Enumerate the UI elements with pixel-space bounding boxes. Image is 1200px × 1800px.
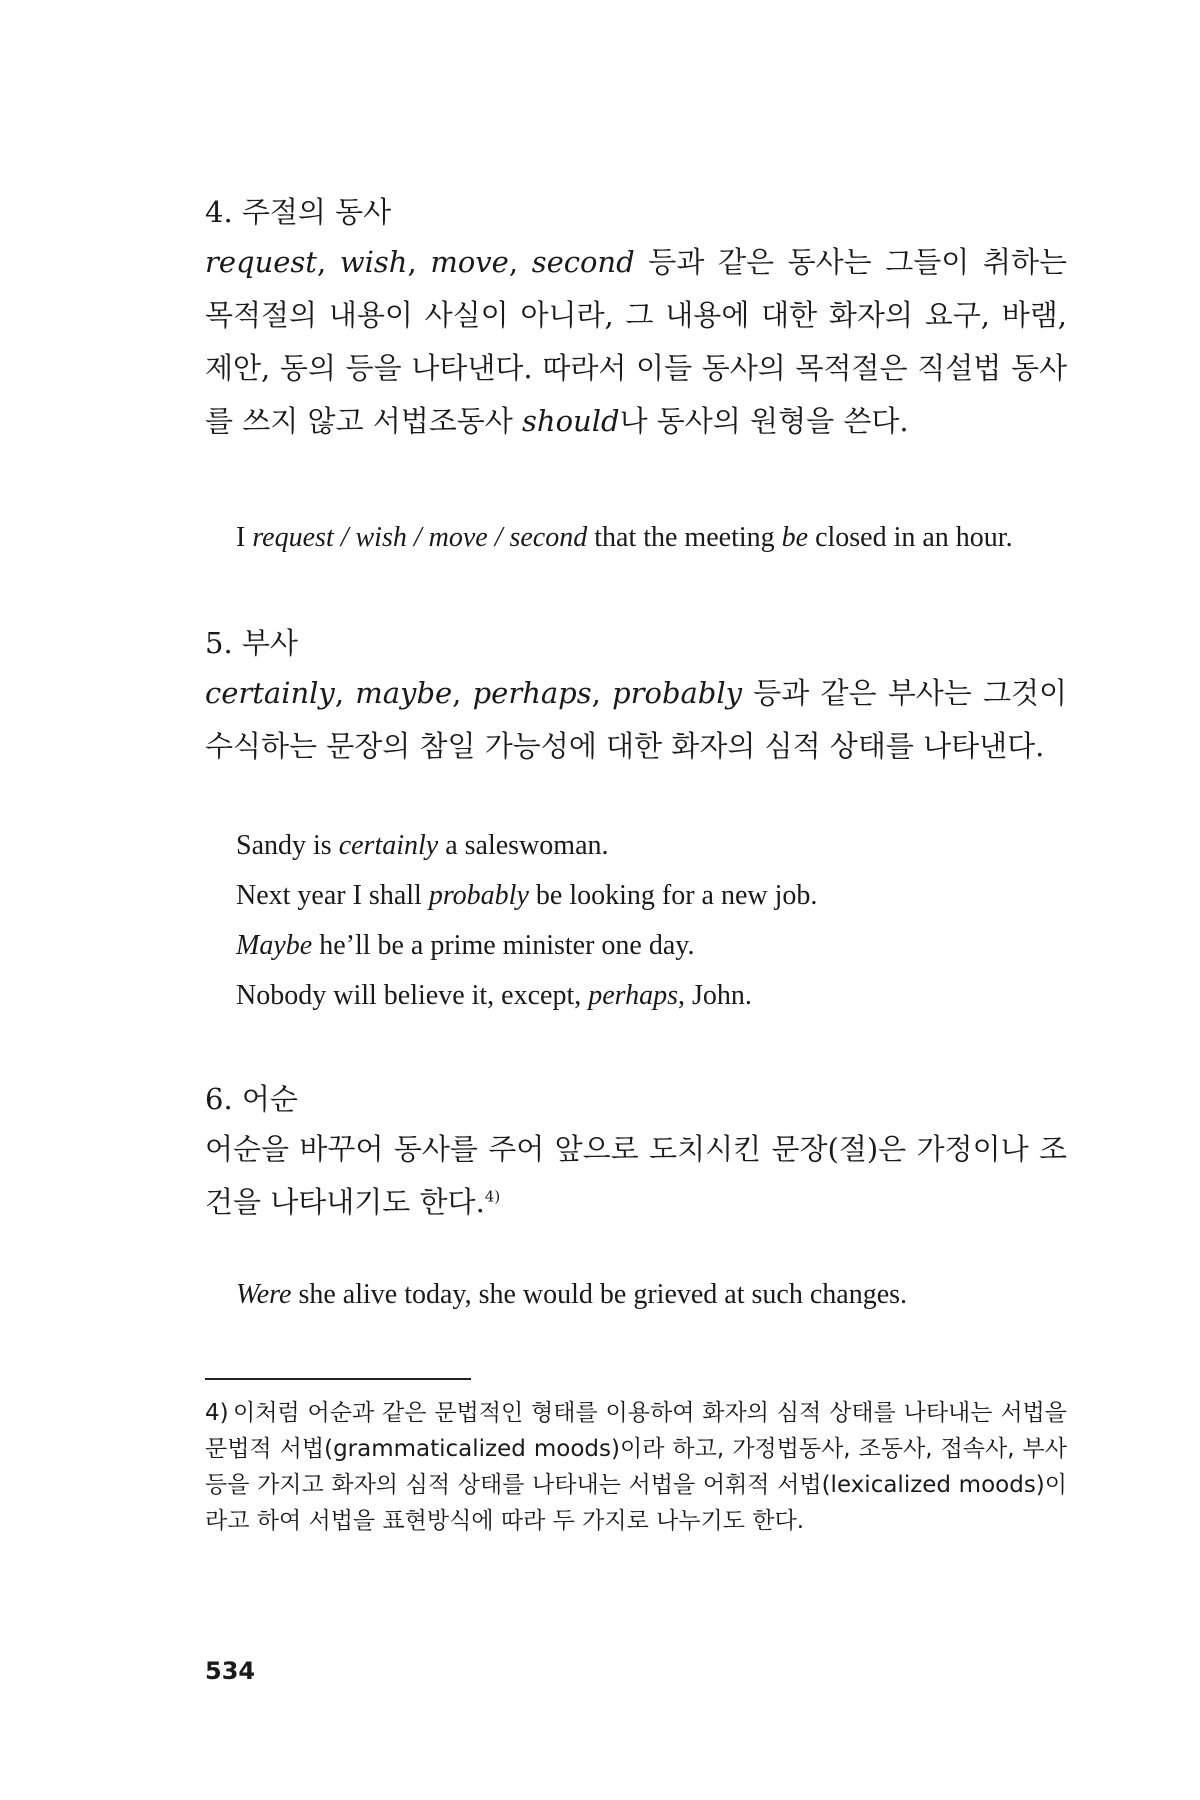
text-run: 나 동사의 원형을 쓴다. <box>619 404 909 438</box>
section-heading: 4. 주절의 동사 <box>205 195 392 229</box>
italic-term: Maybe <box>236 930 313 961</box>
example-sentence <box>236 978 752 1014</box>
example-sentence <box>236 878 817 914</box>
italic-term: request <box>205 245 317 279</box>
text-run: I <box>236 522 253 553</box>
text-run: she alive today, she would be grieved at such changes. <box>291 1279 908 1310</box>
text-run: 어순을 바꾸어 동사를 주어 앞으로 도치시킨 문장(절)은 가정이나 조건을 나타내기도 한다. <box>205 1132 1067 1219</box>
text-run: that the meeting <box>587 522 782 553</box>
section-heading: 5. 부사 <box>205 626 298 660</box>
italic-term: second <box>531 245 635 279</box>
italic-term: certainly <box>338 830 439 861</box>
section-heading: 6. 어순 <box>205 1082 298 1116</box>
italic-term: should <box>522 404 620 438</box>
italic-term: request / wish / move / second <box>252 522 588 553</box>
footnote <box>205 1395 1067 1539</box>
text-run: be looking for a new job. <box>528 880 818 911</box>
text-run: , <box>334 676 356 710</box>
footnote-number: 4) <box>205 1400 229 1426</box>
example-sentence <box>236 520 1013 556</box>
section-body <box>205 236 1067 448</box>
italic-term: probably <box>428 880 529 911</box>
text-run: , <box>591 676 613 710</box>
section-body <box>205 1123 1067 1229</box>
page-number: 534 <box>205 1657 256 1685</box>
footnote-text: 이처럼 어순과 같은 문법적인 형태를 이용하여 화자의 심적 상태를 나타내는 서법을 문법적 서법(grammaticalized moods)이라 하고, 가정법동사, 조동사, 접속사, 부사 등을 가지고 화자의 심적 상태를 나타내는 서법을 어휘적 서법(lexicalized moods)이라고 하여 서법을 표현방식에 따라 두 가지로 나누기도 한다. <box>205 1400 1067 1534</box>
italic-term: perhaps <box>588 980 678 1011</box>
italic-term: probably <box>612 676 743 710</box>
footnote-ref: 4) <box>484 1187 501 1206</box>
italic-term: perhaps <box>472 676 592 710</box>
italic-term: certainly <box>205 676 335 710</box>
italic-term: move <box>430 245 509 279</box>
example-sentence <box>236 828 609 864</box>
text-run: Nobody will believe it, except, <box>236 980 589 1011</box>
text-run: Next year I shall <box>236 880 429 911</box>
italic-term: maybe <box>355 676 453 710</box>
example-sentence <box>236 928 694 964</box>
text-run: he’ll be a prime minister one day. <box>312 930 695 961</box>
italic-term: Were <box>236 1279 292 1310</box>
footnote-divider <box>205 1378 471 1380</box>
text-run: Sandy is <box>236 830 339 861</box>
text-run: 등과 같은 부사는 그것이 수식하는 문장의 참일 가능성에 대한 화자의 심적 상태를 나타낸다. <box>205 676 1068 763</box>
italic-term: be <box>781 522 809 553</box>
text-run: , <box>407 245 431 279</box>
text-run: , <box>508 245 532 279</box>
text-run: closed in an hour. <box>808 522 1013 553</box>
text-run: , <box>316 245 340 279</box>
text-run: , John. <box>677 980 752 1011</box>
example-sentence <box>236 1277 907 1313</box>
text-run: , <box>452 676 473 710</box>
italic-term: wish <box>339 245 408 279</box>
section-body <box>205 667 1067 773</box>
text-run: a saleswoman. <box>438 830 609 861</box>
text-run: 등과 같은 동사는 그들이 취하는 목적절의 내용이 사실이 아니라, 그 내용에 대한 화자의 요구, 바램, 제안, 동의 등을 나타낸다. 따라서 이들 동사의 목적절은 직설법 동사를 쓰지 않고 서법조동사 <box>205 245 1067 438</box>
